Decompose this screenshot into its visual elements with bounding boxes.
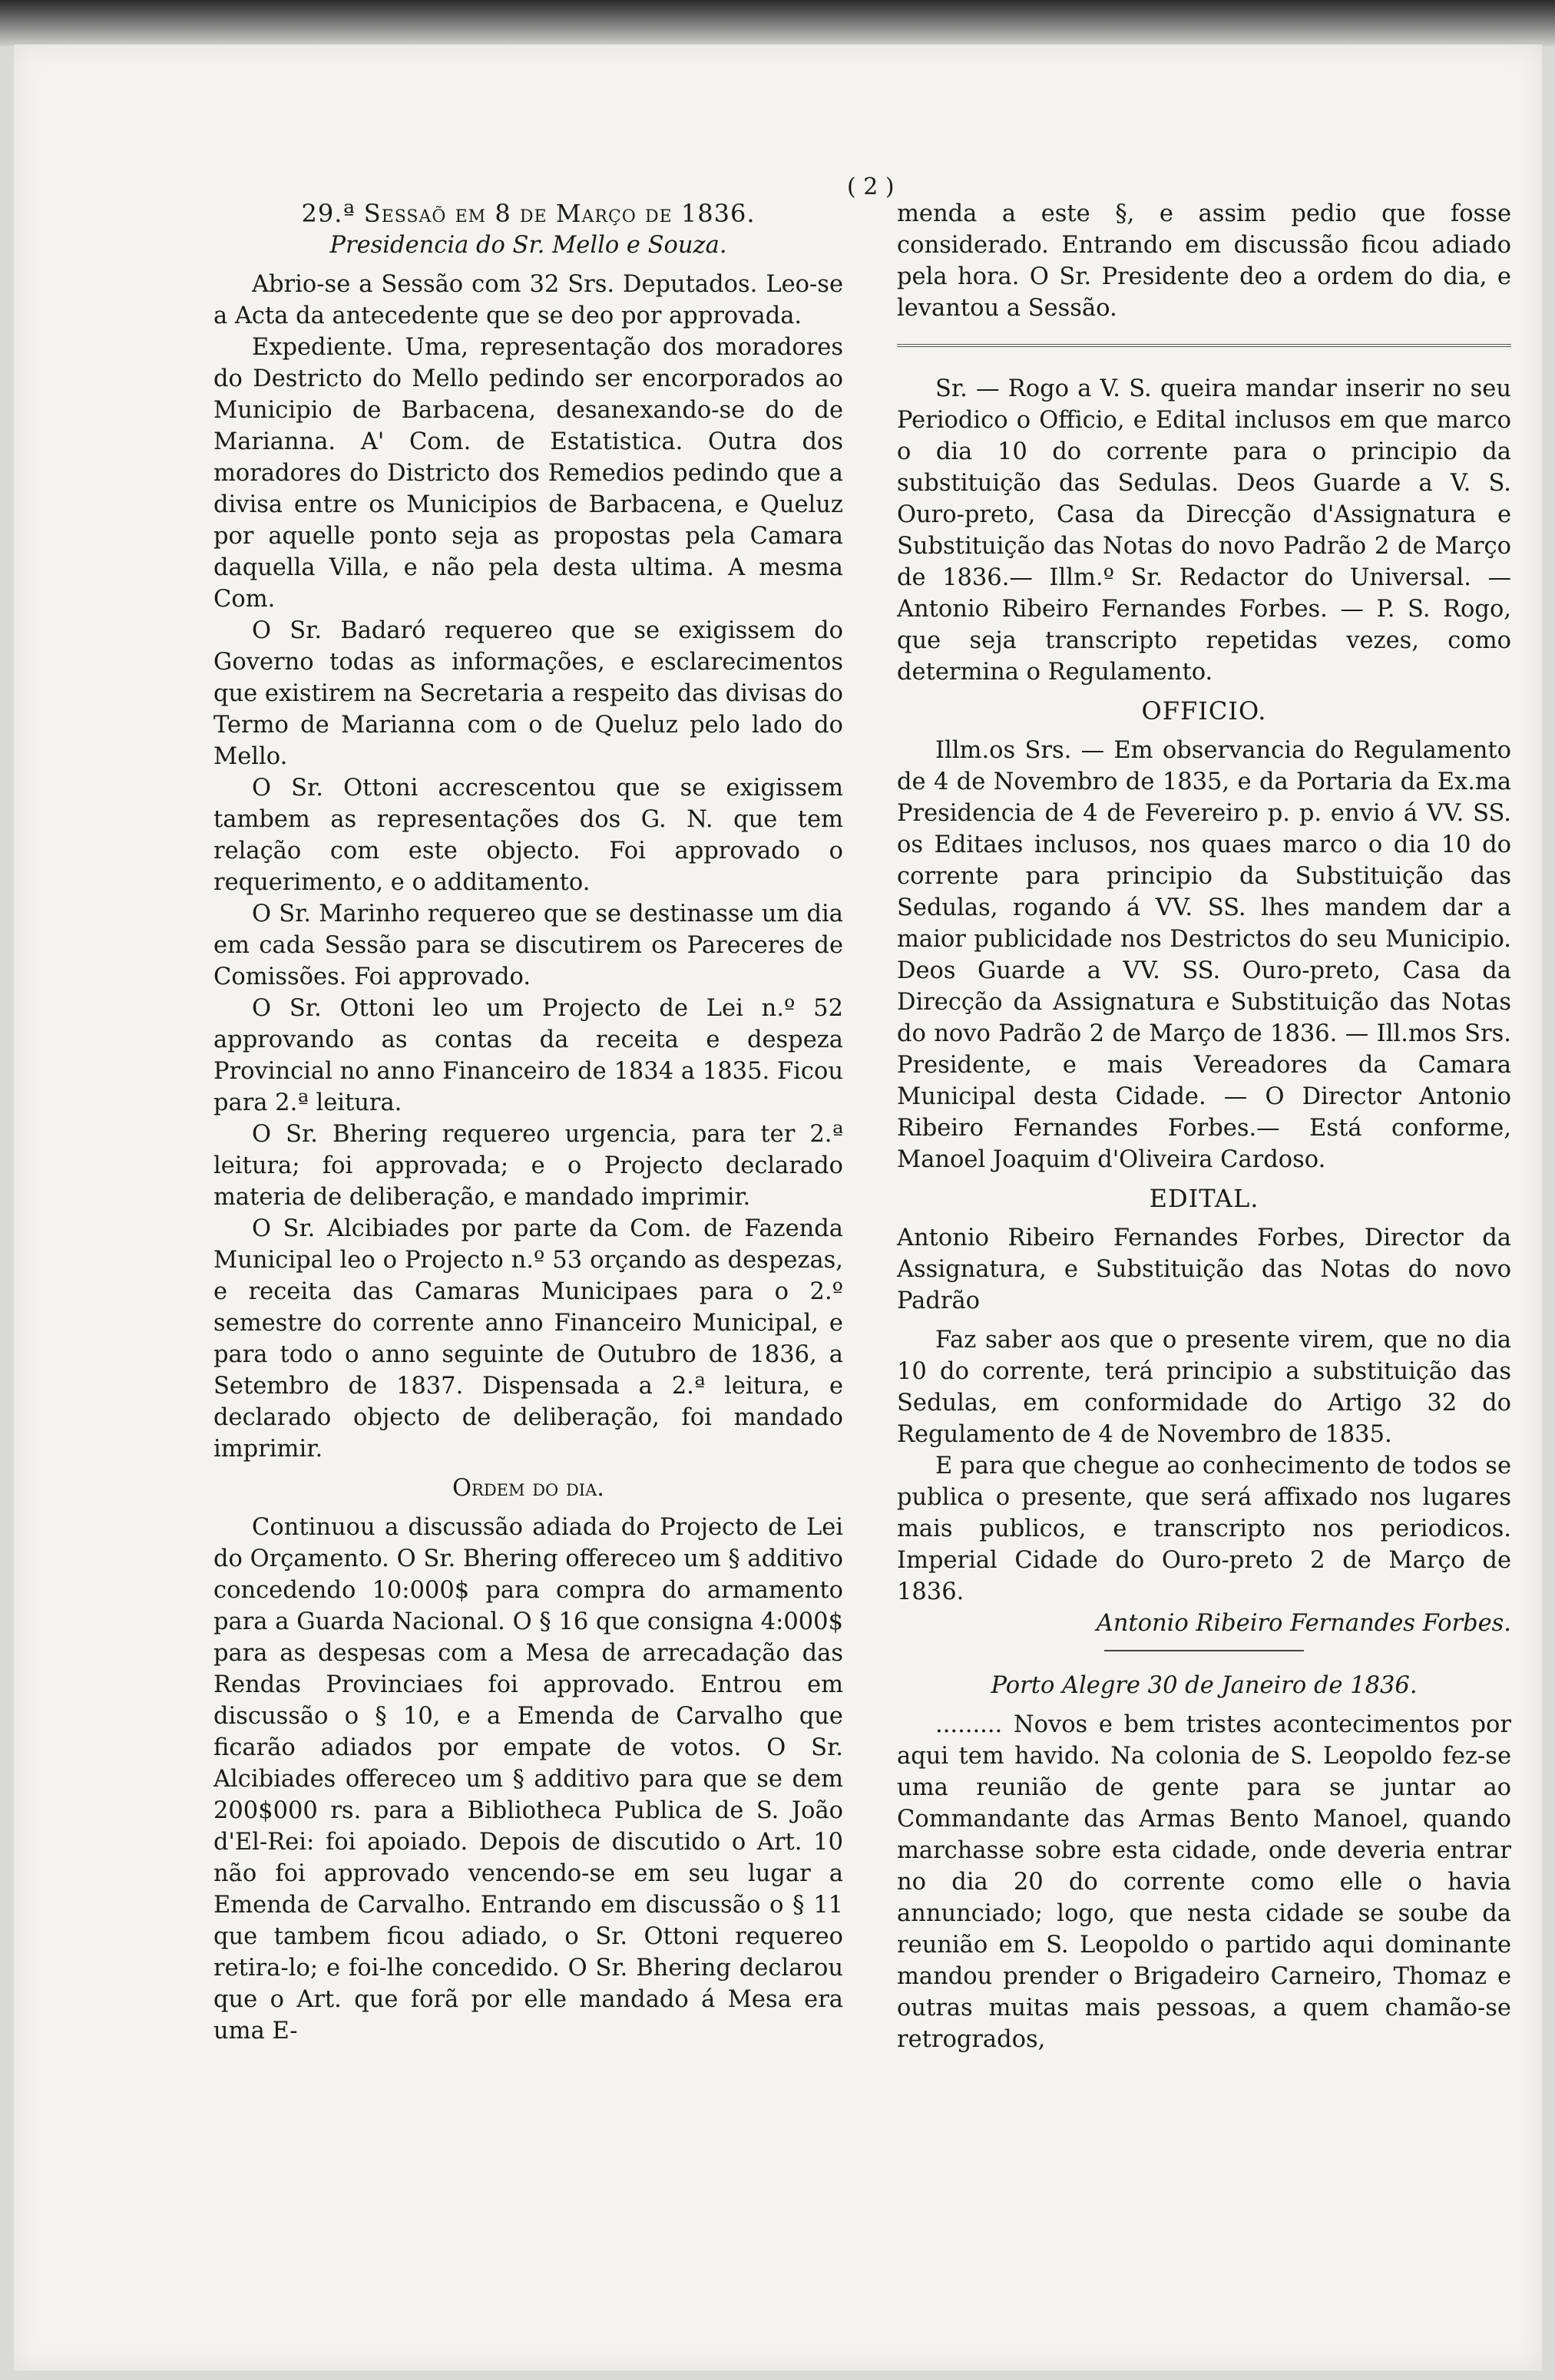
letter-text: Sr. — Rogo a V. S. queira mandar inserir no seu Periodico o Officio, e Edital inclusos em que marco o dia 10 do corrente para o principio da substituição das Sedulas. Deos Guarde a V. S. Ouro-preto, Casa da Direcção d'Assignatura e Substituição das Notas do novo Padrão 2 de Março de 1836.— Illm.º Sr. Redactor do Universal. — Antonio Ribeiro Fernandes Forbes. — P. S. Rogo, que seja transcripto repetidas vezes, como determina o Regulamento. [897,375,1511,686]
paragraph: O Sr. Bhering requereo urgencia, para ter 2.ª leitura; foi approvada; e o Projecto declarado materia de deliberação, e mandado imprimir. [213,1121,843,1211]
paragraph: Abrio-se a Sessão com 32 Srs. Deputados. Leo-se a Acta da antecedente que se deo por approvada. [213,271,843,329]
porto-alegre-text: ......... Novos e bem tristes acontecimentos por aqui tem havido. Na colonia de S. Leopoldo fez-se uma reunião de gente para se juntar ao Commandante das Armas Bento Manoel, quando marchasse sobre esta cidade, onde deveria entrar no dia 20 do corrente como elle o havia annunciado; logo, que nesta cidade se soube da reunião em S. Leopoldo o partido aqui dominante mandou prender o Brigadeiro Carneiro, Thomaz e outras muitas mais pessoas, a quem chamão-se retrogrados, [897,1711,1511,2053]
page-number: ( 2 ) [847,174,895,200]
paragraph: O Sr. Marinho requereo que se destinasse um dia em cada Sessão para se discutirem os Pareceres de Comissões. Foi approvado. [213,901,843,990]
paragraph: O Sr. Ottoni leo um Projecto de Lei n.º 52 approvando as contas da receita e despeza Provincial no anno Financeiro de 1834 a 1835. Ficou para 2.ª leitura. [213,995,843,1116]
left-column [213,198,843,2047]
edital-paragraph: E para que chegue ao conhecimento de todos se publica o presente, que será affixado nos lugares mais publicos, e transcripto nos periodicos. Imperial Cidade do Ouro-preto 2 de Março de 1836. [897,1453,1511,1605]
short-divider [1104,1650,1304,1651]
continuation-text: menda a este §, e assim pedio que fosse considerado. Entrando em discussão ficou adiado pela hora. O Sr. Presidente deo a ordem do dia, e levantou a Sessão. [897,200,1511,322]
edital-paragraph: Faz saber aos que o presente virem, que no dia 10 do corrente, terá principio a substituição das Sedulas, em conformidade do Artigo 32 do Regulamento de 4 de Novembro de 1835. [897,1327,1511,1448]
edital-intro: Antonio Ribeiro Fernandes Forbes, Director da Assignatura, e Substituição das Notas do novo Padrão [897,1225,1511,1314]
edital-signature: Antonio Ribeiro Fernandes Forbes. [1096,1610,1511,1637]
paragraph: O Sr. Alcibiades por parte da Com. de Fazenda Municipal leo o Projecto n.º 53 orçando as despezas, e receita das Camaras Municipaes para o 2.º semestre do corrente anno Financeiro Municipal, e para todo o anno seguinte de Outubro de 1836, a Setembro de 1837. Dispensada a 2.ª leitura, e declarado objecto de deliberação, foi mandado imprimir. [213,1215,843,1463]
right-column [897,198,1511,2055]
porto-alegre-heading: Porto Alegre 30 de Janeiro de 1836. [991,1672,1418,1699]
edital-heading: EDITAL. [1149,1184,1259,1213]
order-heading: Ordem do dia. [452,1475,604,1502]
paragraph: Expediente. Uma, representação dos moradores do Destricto do Mello pedindo ser encorporados ao Municipio de Barbacena, desanexando-se do de Marianna. A' Com. de Estatistica. Outra dos moradores do Districto dos Remedios pedindo que a divisa entre os Municipios de Barbacena, e Queluz por aquelle ponto seja as propostas pela Camara daquella Villa, e não pela desta ultima. A mesma Com. [213,334,843,613]
paragraph: O Sr. Ottoni accrescentou que se exigissem tambem as representações dos G. N. que tem relação com este objecto. Foi approvado o requerimento, e o additamento. [213,775,843,896]
paragraph: O Sr. Badaró requereo que se exigissem do Governo todas as informações, e esclarecimentos que existirem na Secretaria a respeito das divisas do Termo de Marianna com o de Queluz pelo lado do Mello. [213,617,843,770]
presidency-line: Presidencia do Sr. Mello e Souza. [329,232,727,259]
order-paragraph: Continuou a discussão adiada do Projecto de Lei do Orçamento. O Sr. Bhering offereceo um § additivo concedendo 10:000$ para compra do armamento para a Guarda Nacional. O § 16 que consigna 4:000$ para as despesas com a Mesa de arrecadação das Rendas Provinciaes foi approvado. Entrou em discussão o § 10, e a Emenda de Carvalho que ficarão adiados por empate de votos. O Sr. Alcibiades offereceo um § additivo para que se dem 200$000 rs. para a Bibliotheca Publica de S. João d'El-Rei: foi apoiado. Depois de discutido o Art. 10 não foi approvado vencendo-se em seu lugar a Emenda de Carvalho. Entrando em discussão o § 11 que tambem ficou adiado, o Sr. Ottoni requereo retira-lo; e foi-lhe concedido. O Sr. Bhering declarou que o Art. que forã por elle mandado á Mesa era uma E- [213,1514,843,2044]
scanner-top-edge [0,0,1555,46]
session-title: 29.ª Sessaõ em 8 de Março de 1836. [301,199,756,228]
officio-text: Illm.os Srs. — Em observancia do Regulamento de 4 de Novembro de 1835, e da Portaria da Ex.ma Presidencia de 4 de Fevereiro p. p. envio á VV. SS. os Editaes inclusos, nos quaes marco o dia 10 do corrente para principio da Substituição das Sedulas, rogando á VV. SS. lhes mandem dar a maior publicidade nos Destrictos do seu Municipio. Deos Guarde a VV. SS. Ouro-preto, Casa da Direcção da Assignatura e Substituição das Notas do novo Padrão 2 de Março de 1836. — Ill.mos Srs. Presidente, e mais Vereadores da Camara Municipal desta Cidade. — O Director Antonio Ribeiro Fernandes Forbes.— Está conforme, Manoel Joaquim d'Oliveira Cardoso. [897,737,1511,1173]
newspaper-page [14,45,1542,2371]
section-divider [897,344,1511,347]
officio-heading: OFFICIO. [1141,696,1267,726]
